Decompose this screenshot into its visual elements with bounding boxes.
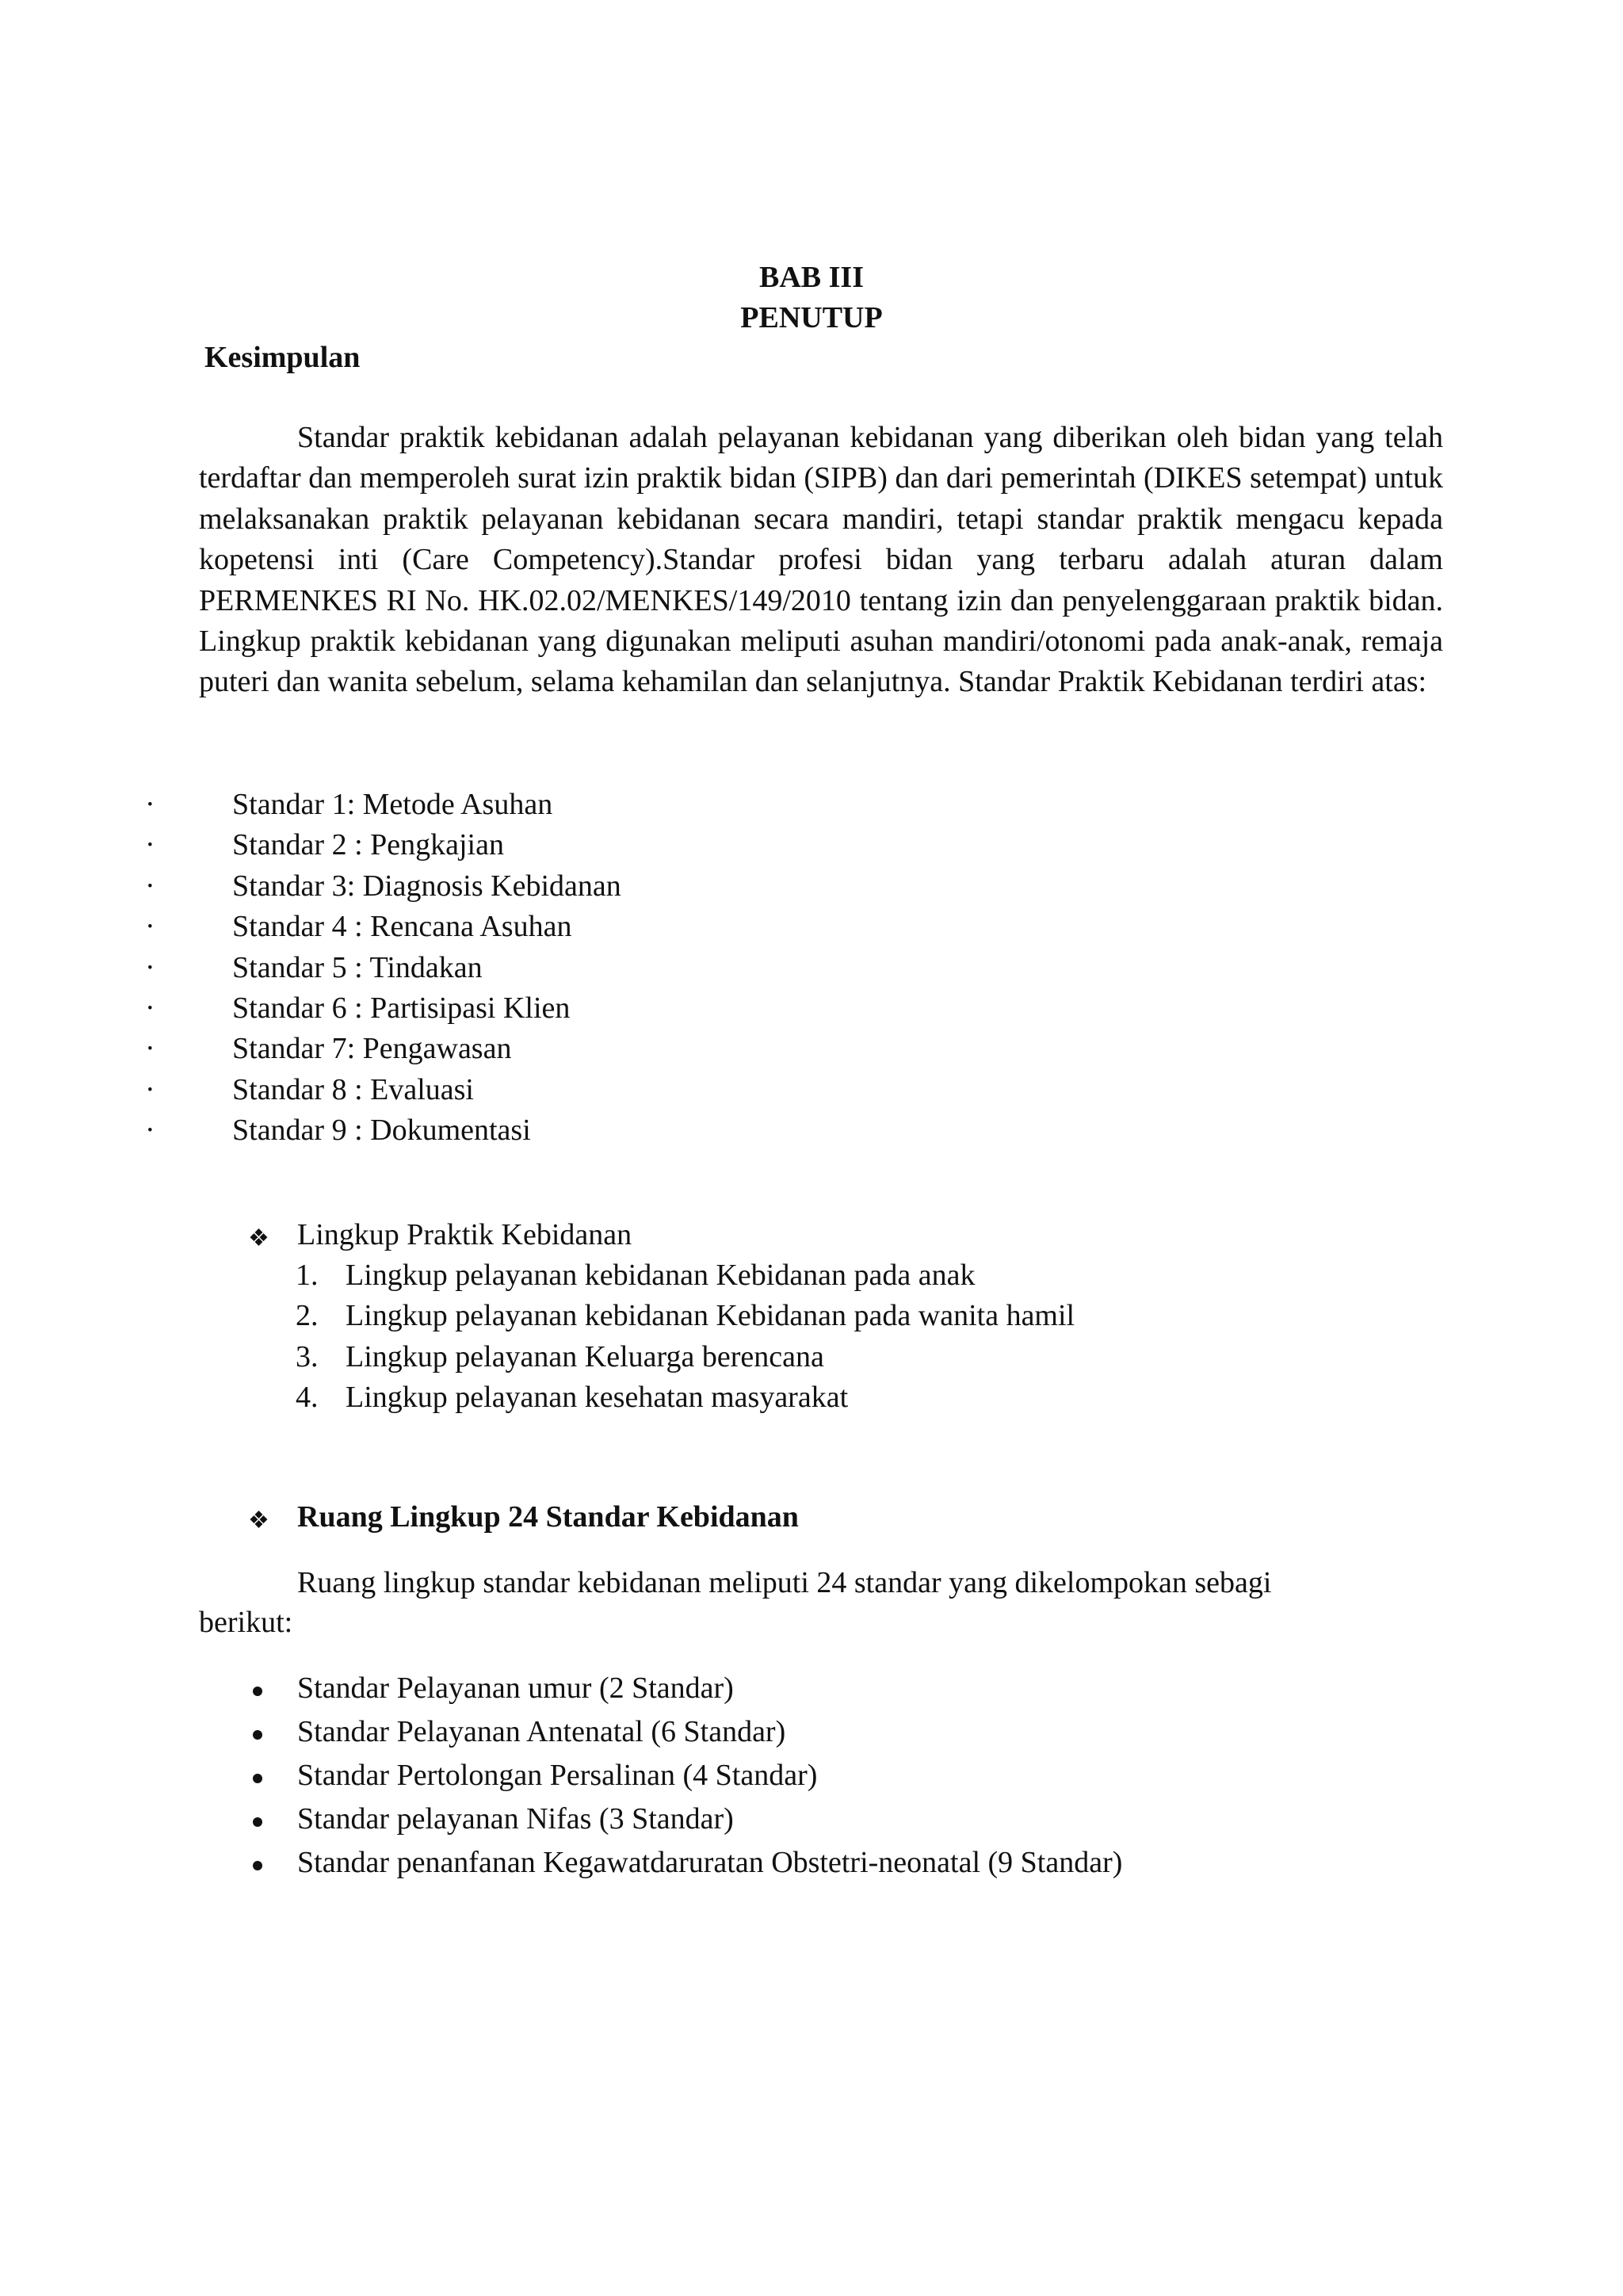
disc-bullet-icon [253, 1687, 262, 1696]
scope-item-number: 1. [296, 1259, 319, 1292]
scope-item-text: Lingkup pelayanan kebidanan Kebidanan pada anak [346, 1259, 976, 1292]
standard-item: Standar 3: Diagnosis Kebidanan [232, 869, 621, 903]
chapter-title: BAB III [759, 261, 864, 294]
standard-item: Standar 6 : Partisipasi Klien [232, 991, 571, 1025]
conclusion-paragraph-text: Standar praktik kebidanan adalah pelayanan kebidanan yang diberikan oleh bidan yang telah terdaftar dan memperoleh surat izin praktik bidan (SIPB) dan dari pemerintah (DIKES setempat) untuk melaksanakan praktik pelayanan kebidanan secara mandiri, tetapi standar praktik mengacu kepada kopetensi inti (Care Competency).Standar profesi bidan yang terbaru adalah aturan dalam PERMENKES RI No. HK.02.02/MENKES/149/2010 tentang izin dan penyelenggaraan praktik bidan. Lingkup praktik kebidanan yang digunakan meliputi asuhan mandiri/otonomi pada anak-anak, remaja puteri dan wanita sebelum, selama kehamilan dan selanjutnya. Standar Praktik Kebidanan terdiri atas: [199, 421, 1443, 699]
standard-item: Standar 5 : Tindakan [232, 951, 483, 984]
dot-bullet-icon: · [145, 1073, 155, 1106]
dot-bullet-icon: · [145, 951, 155, 984]
standard-item: Standar 1: Metode Asuhan [232, 788, 553, 821]
scope24-item: Standar penanfanan Kegawatdaruratan Obstetri-neonatal (9 Standar) [297, 1846, 1123, 1879]
scope-item-number: 2. [296, 1299, 319, 1332]
conclusion-paragraph [199, 418, 1443, 703]
scope-heading: Lingkup Praktik Kebidanan [297, 1218, 632, 1251]
disc-bullet-icon [253, 1861, 262, 1870]
standard-item: Standar 7: Pengawasan [232, 1032, 512, 1065]
scope-item-text: Lingkup pelayanan kesehatan masyarakat [346, 1381, 849, 1414]
scope24-intro-line2: berikut: [199, 1606, 293, 1639]
disc-bullet-icon [253, 1817, 262, 1827]
standard-item: Standar 8 : Evaluasi [232, 1073, 474, 1106]
standard-item: Standar 9 : Dokumentasi [232, 1114, 531, 1147]
scope24-item: Standar Pertolongan Persalinan (4 Standar) [297, 1759, 818, 1792]
standard-item: Standar 4 : Rencana Asuhan [232, 910, 572, 943]
scope24-item: Standar pelayanan Nifas (3 Standar) [297, 1802, 734, 1836]
scope-item-number: 3. [296, 1340, 319, 1373]
scope-item-text: Lingkup pelayanan Keluarga berencana [346, 1340, 824, 1373]
scope24-intro-line1: Ruang lingkup standar kebidanan meliputi 24 standar yang dikelompokan sebagi [297, 1566, 1272, 1599]
scope24-item: Standar Pelayanan umur (2 Standar) [297, 1671, 734, 1705]
dot-bullet-icon: · [145, 869, 155, 903]
dot-bullet-icon: · [145, 788, 155, 821]
scope24-item: Standar Pelayanan Antenatal (6 Standar) [297, 1715, 786, 1748]
diamond-bullet-icon: ❖ [248, 1225, 269, 1251]
chapter-subtitle: PENUTUP [740, 301, 883, 334]
scope-item-text: Lingkup pelayanan kebidanan Kebidanan pada wanita hamil [346, 1299, 1075, 1332]
disc-bullet-icon [253, 1730, 262, 1740]
dot-bullet-icon: · [145, 991, 155, 1025]
dot-bullet-icon: · [145, 1032, 155, 1065]
scope-item-number: 4. [296, 1381, 319, 1414]
disc-bullet-icon [253, 1774, 262, 1783]
dot-bullet-icon: · [145, 828, 155, 861]
standard-item: Standar 2 : Pengkajian [232, 828, 504, 861]
scope24-heading: Ruang Lingkup 24 Standar Kebidanan [297, 1500, 799, 1534]
diamond-bullet-icon: ❖ [248, 1507, 269, 1534]
dot-bullet-icon: · [145, 910, 155, 943]
conclusion-heading: Kesimpulan [204, 341, 361, 374]
dot-bullet-icon: · [145, 1114, 155, 1147]
